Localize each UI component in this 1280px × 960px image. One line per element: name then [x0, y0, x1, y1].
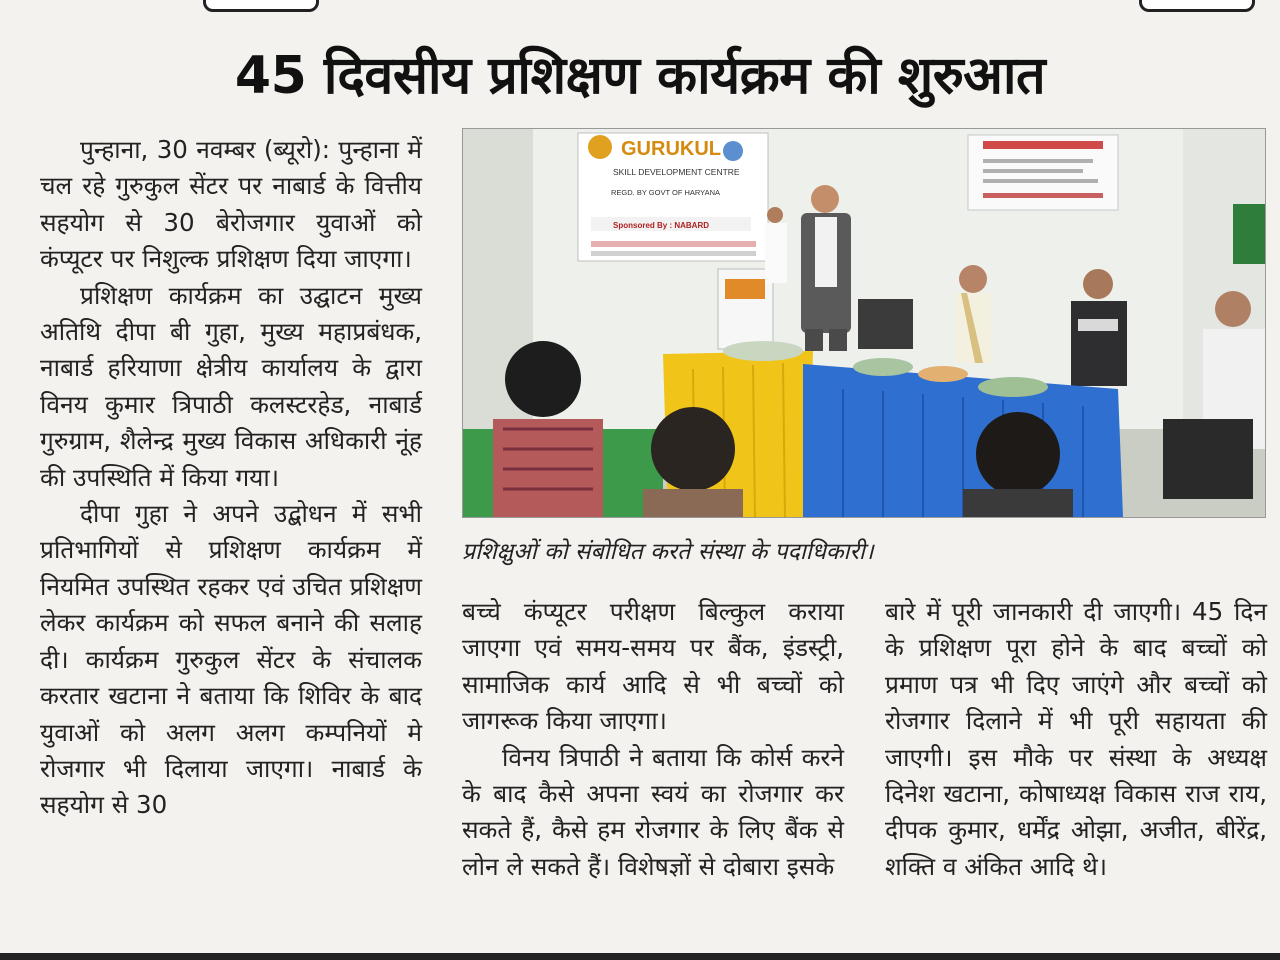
paragraph: बारे में पूरी जानकारी दी जाएगी। 45 दिन के प्रशिक्षण पूरा होने के बाद बच्चों को प्रमाण पत्र भी दिए जाएंगे और बच्चों को रोजगार दिलाने में भी पूरी सहायता की जाएगी। इस मौके पर संस्था के अध्यक्ष दिनेश खटाना, कोषाध्यक्ष विकास राज राय, दीपक कुमार, धर्मेंद्र ओझा, अजीत, बीरेंद्र, शक्ति व अंकित आदि थे। — [885, 597, 1267, 881]
news-photo — [462, 128, 1266, 518]
top-frame-tab-right — [1139, 0, 1255, 12]
article-column-right — [885, 594, 1267, 885]
paragraph: प्रशिक्षण कार्यक्रम का उद्घाटन मुख्य अतिथि दीपा बी गुहा, मुख्य महाप्रबंधक, नाबार्ड हरियाणा क्षेत्रीय कार्यालय के द्वारा विनय कुमार त्रिपाठी कलस्टरहेड, नाबार्ड गुरुग्राम, शैलेन्द्र मुख्य विकास अधिकारी नूंह की उपस्थिति में किया गया। — [40, 280, 422, 492]
paragraph: विनय त्रिपाठी ने बताया कि कोर्स करने के बाद कैसे अपना स्वयं का रोजगार कर सकते हैं, कैसे हम रोजगार के लिए बैंक से लोन ले सकते हैं। विशेषज्ञों से दोबारा इसके — [462, 742, 844, 881]
paragraph: दीपा गुहा ने अपने उद्बोधन में सभी प्रतिभागियों से प्रशिक्षण कार्यक्रम में नियमित उपस्थित रहकर एवं उचित प्रशिक्षण लेकर कार्यक्रम को सफल बनाने की सलाह दी। कार्यक्रम गुरुकुल सेंटर के संचालक करतार खटाना ने बताया कि शिविर के बाद युवाओं को अलग अलग कम्पनियों मे रोजगार भी दिलाया जाएगा। नाबार्ड के सहयोग से 30 — [40, 499, 422, 820]
banner-title: GURUKUL — [621, 138, 721, 160]
banner-subtitle: SKILL DEVELOPMENT CENTRE — [613, 167, 740, 177]
article-column-middle — [462, 594, 844, 885]
top-frame-tab-left — [203, 0, 319, 12]
photo-caption: प्रशिक्षुओं को संबोधित करते संस्था के पदाधिकारी। — [462, 539, 874, 565]
headline: 45 दिवसीय प्रशिक्षण कार्यक्रम की शुरुआत — [234, 46, 1046, 106]
paragraph: पुन्हाना, 30 नवम्बर (ब्यूरो): पुन्हाना में चल रहे गुरुकुल सेंटर पर नाबार्ड के वित्तीय सहयोग से 30 बेरोजगार युवाओं को कंप्यूटर पर निशुल्क प्रशिक्षण दिया जाएगा। — [40, 135, 422, 274]
bottom-rule — [0, 953, 1280, 960]
banner-sponsor: Sponsored By : NABARD — [613, 221, 710, 230]
photo-illustration — [463, 129, 1265, 517]
banner-line: REGD. BY GOVT OF HARYANA — [611, 188, 721, 197]
paragraph: बच्चे कंप्यूटर परीक्षण बिल्कुल कराया जाएगा एवं समय-समय पर बैंक, इंडस्ट्री, सामाजिक कार्य आदि से भी बच्चों को जागरूक किया जाएगा। — [462, 597, 844, 736]
gurukul-logo-icon — [588, 135, 612, 159]
article-column-left — [40, 132, 422, 824]
